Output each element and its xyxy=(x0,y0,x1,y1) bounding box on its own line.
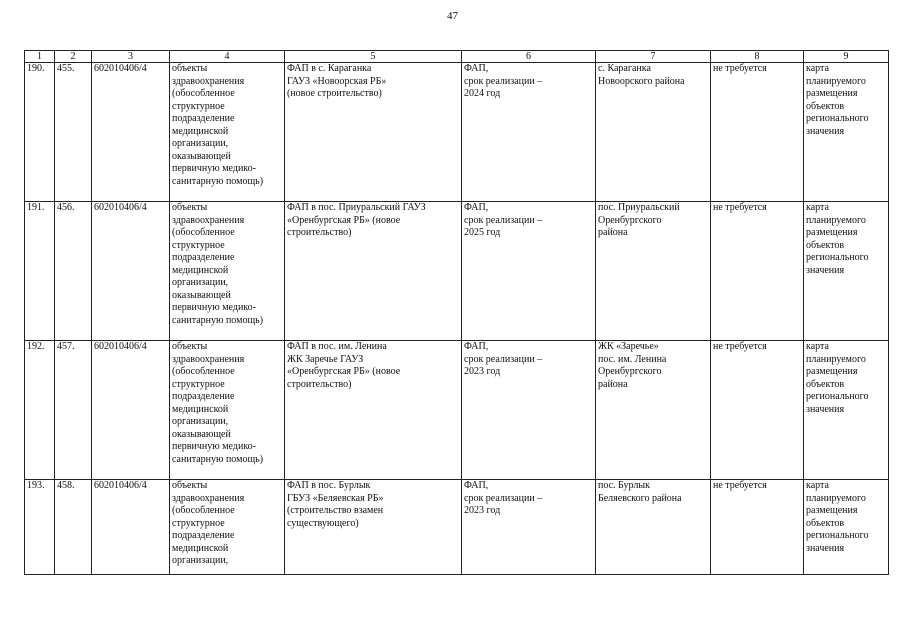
header-cell-5: 5 xyxy=(285,51,462,63)
header-cell-7: 7 xyxy=(596,51,711,63)
object-type: объекты здравоохранения (обособленное структурное подразделение медицинской организации, оказывающей первичную медико- санитарную помощь) xyxy=(170,341,285,480)
table-row xyxy=(25,341,889,480)
object-type: объекты здравоохранения (обособленное структурное подразделение медицинской организации, оказывающей первичную медико- санитарную помощь) xyxy=(170,202,285,341)
zone-requirement: не требуется xyxy=(711,341,804,480)
row-number: 192. xyxy=(25,341,55,480)
object-location: пос. Приуральский Оренбургского района xyxy=(596,202,711,341)
table-row xyxy=(25,202,889,341)
item-number: 457. xyxy=(55,341,92,480)
object-name: ФАП в пос. Приуральский ГАУЗ «Оренбургская РБ» (новое строительство) xyxy=(285,202,462,341)
object-code: 602010406/4 xyxy=(92,63,170,202)
header-cell-4: 4 xyxy=(170,51,285,63)
zone-requirement: не требуется xyxy=(711,202,804,341)
map-reference: карта планируемого размещения объектов регионального значения xyxy=(804,480,889,575)
object-name: ФАП в пос. Бурлык ГБУЗ «Беляевская РБ» (строительство взамен существующего) xyxy=(285,480,462,575)
header-cell-6: 6 xyxy=(462,51,596,63)
object-characteristics: ФАП, срок реализации – 2023 год xyxy=(462,341,596,480)
object-location: с. Караганка Новоорского района xyxy=(596,63,711,202)
row-number: 193. xyxy=(25,480,55,575)
item-number: 455. xyxy=(55,63,92,202)
zone-requirement: не требуется xyxy=(711,480,804,575)
map-reference: карта планируемого размещения объектов регионального значения xyxy=(804,63,889,202)
object-code: 602010406/4 xyxy=(92,480,170,575)
map-reference: карта планируемого размещения объектов регионального значения xyxy=(804,341,889,480)
zone-requirement: не требуется xyxy=(711,63,804,202)
header-cell-3: 3 xyxy=(92,51,170,63)
header-cell-9: 9 xyxy=(804,51,889,63)
item-number: 456. xyxy=(55,202,92,341)
object-name: ФАП в с. Караганка ГАУЗ «Новоорская РБ» (новое строительство) xyxy=(285,63,462,202)
header-cell-1: 1 xyxy=(25,51,55,63)
header-cell-8: 8 xyxy=(711,51,804,63)
object-name: ФАП в пос. им. Ленина ЖК Заречье ГАУЗ «Оренбургская РБ» (новое строительство) xyxy=(285,341,462,480)
table-row xyxy=(25,63,889,202)
page-number: 47 xyxy=(447,10,458,22)
object-location: ЖК «Заречье» пос. им. Ленина Оренбургского района xyxy=(596,341,711,480)
object-code: 602010406/4 xyxy=(92,202,170,341)
item-number: 458. xyxy=(55,480,92,575)
object-type: объекты здравоохранения (обособленное структурное подразделение медицинской организации, xyxy=(170,480,285,575)
header-row xyxy=(25,51,889,63)
table-row xyxy=(25,480,889,575)
object-characteristics: ФАП, срок реализации – 2024 год xyxy=(462,63,596,202)
registry-table xyxy=(24,50,889,575)
object-type: объекты здравоохранения (обособленное структурное подразделение медицинской организации, оказывающей первичную медико- санитарную помощь) xyxy=(170,63,285,202)
row-number: 191. xyxy=(25,202,55,341)
object-location: пос. Бурлык Беляевского района xyxy=(596,480,711,575)
object-characteristics: ФАП, срок реализации – 2025 год xyxy=(462,202,596,341)
map-reference: карта планируемого размещения объектов регионального значения xyxy=(804,202,889,341)
row-number: 190. xyxy=(25,63,55,202)
object-characteristics: ФАП, срок реализации – 2023 год xyxy=(462,480,596,575)
object-code: 602010406/4 xyxy=(92,341,170,480)
header-cell-2: 2 xyxy=(55,51,92,63)
